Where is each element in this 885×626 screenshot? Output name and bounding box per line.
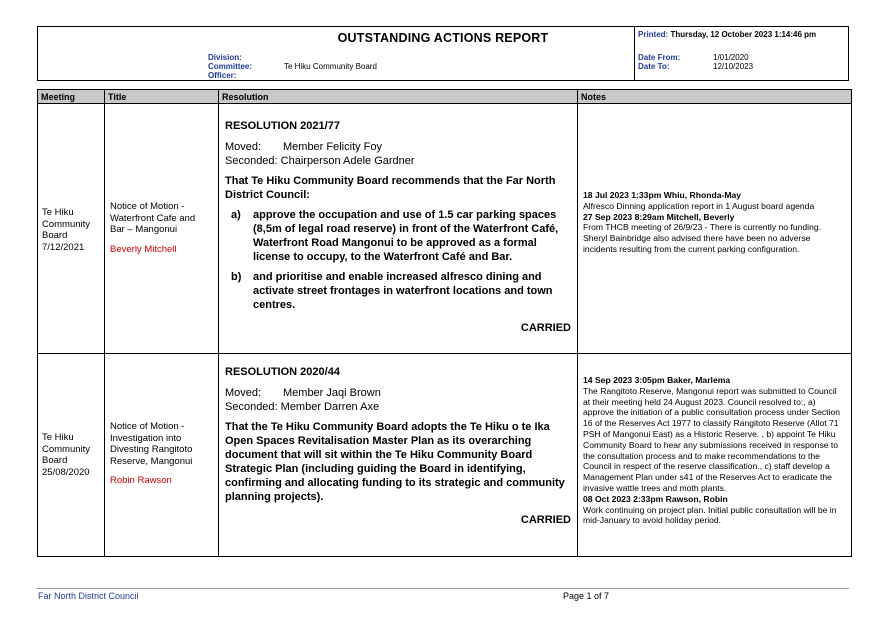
title-line: Waterfront Cafe and xyxy=(110,212,196,224)
meeting-date: 25/08/2020 xyxy=(42,466,90,478)
footer-organisation: Far North District Council xyxy=(38,591,139,601)
meeting-line: Te Hiku xyxy=(42,432,74,443)
note-heading: 18 Jul 2023 1:33pm Whiu, Rhonda-May xyxy=(583,190,742,200)
moved-label: Moved: xyxy=(225,387,262,399)
item-marker: b) xyxy=(231,271,242,283)
moved-label: Moved: xyxy=(225,141,262,153)
meeting-cell xyxy=(38,354,105,557)
item-marker: a) xyxy=(231,209,241,221)
printed-label: Printed: xyxy=(638,30,669,39)
title-line: Reserve, Mangonui xyxy=(110,455,193,467)
header-notes: Notes xyxy=(578,90,852,104)
resolution-title: RESOLUTION 2021/77 xyxy=(225,120,340,132)
division-label: Division: xyxy=(208,53,242,62)
moved-line xyxy=(225,140,571,154)
recommendation: That Te Hiku Community Board recommends that the Far North District Council: xyxy=(225,175,556,201)
page-number: Page 1 of 7 xyxy=(563,591,610,601)
note-text: From THCB meeting of 26/9/23 - There is currently no funding. Sheryl Bainbridge also advised there have been no adverse incidents resulting from the current parking configuration. xyxy=(583,222,822,254)
actions-table xyxy=(37,89,852,557)
table-header-row xyxy=(38,90,852,104)
moved-value: Member Jaqi Brown xyxy=(283,387,381,399)
report-header xyxy=(37,26,849,81)
report-title: OUTSTANDING ACTIONS REPORT xyxy=(337,31,549,45)
printed-value: Thursday, 12 October 2023 1:14:46 pm xyxy=(670,30,817,39)
recommendation: That the Te Hiku Community Board adopts the Te Hiku o te Ika Open Spaces Revitalisation Master Plan as its overarching document that will sit within the Te Hiku Community Board Strategic Plan (including guiding the Board in identifying, confirming and allocating funding to its strategic and community planning projects). xyxy=(225,421,565,503)
moved-value: Member Felicity Foy xyxy=(283,141,383,153)
note-text: Alfresco Dinning application report in 1 August board agenda xyxy=(583,200,815,211)
committee-label: Committee: xyxy=(208,62,253,71)
seconded-line: Seconded: Member Darren Axe xyxy=(225,401,380,413)
note-heading: 27 Sep 2023 8:29am Mitchell, Beverly xyxy=(583,211,735,222)
resolution-item xyxy=(225,208,571,264)
title-line: Notice of Motion - xyxy=(110,201,185,212)
table-row xyxy=(38,354,852,557)
committee-value: Te Hiku Community Board xyxy=(284,62,377,71)
title-cell xyxy=(105,104,219,354)
resolution-cell xyxy=(219,354,578,557)
resolution-cell xyxy=(219,104,578,354)
footer-divider xyxy=(37,588,849,589)
note-heading: 14 Sep 2023 3:05pm Baker, Marlema xyxy=(583,375,731,385)
date-to-value: 12/10/2023 xyxy=(713,62,754,71)
title-line: Notice of Motion - xyxy=(110,421,185,432)
title-line: Bar – Mangonui xyxy=(110,224,178,235)
note-heading: 08 Oct 2023 2:33pm Rawson, Robin xyxy=(583,493,728,504)
header-divider xyxy=(634,27,635,80)
table-row xyxy=(38,104,852,354)
title-line: Divesting Rangitoto xyxy=(110,444,193,455)
print-info xyxy=(638,30,838,40)
meeting-line: Community xyxy=(42,443,91,455)
officer-name: Beverly Mitchell xyxy=(110,243,177,255)
header-meeting: Meeting xyxy=(38,90,105,104)
title-cell xyxy=(105,354,219,557)
meeting-line: Te Hiku xyxy=(42,207,74,218)
meeting-date: 7/12/2021 xyxy=(42,241,85,253)
resolution-item xyxy=(225,270,571,312)
carried-label: CARRIED xyxy=(520,514,571,526)
moved-line xyxy=(225,386,571,400)
note-text: The Rangitoto Reserve, Mangonui report was submitted to Council at their meeting held 24 August 2023. Council resolved to:, a) approve the initiation of a public consultation process under Section 16 of the Reserves Act 1977 to classify Rangitoto Reserve (Allot 71 PSH of Mangonui East) as a Historic Reserve. , b) appoint Te Hiku Community Board to hear any submissions received in response to the consultation process and to make recommendations to the Council in respect of the reserve classification., c) staff develop a Management Plan under s41 of the Reserves Act to eradicate the invasive wattle trees and moth plants. xyxy=(583,385,841,493)
seconded-line: Seconded: Chairperson Adele Gardner xyxy=(225,155,415,167)
officer-label: Officer: xyxy=(208,71,237,80)
meeting-line: Board xyxy=(42,455,68,466)
header-resolution: Resolution xyxy=(219,90,578,104)
date-to-label: Date To: xyxy=(638,62,670,71)
note-text: Work continuing on project plan. Initial public consultation will be in mid-January to avoid holiday period. xyxy=(583,504,837,526)
officer-name: Robin Rawson xyxy=(110,475,172,486)
meeting-cell xyxy=(38,104,105,354)
meeting-line: Board xyxy=(42,230,68,241)
carried-label: CARRIED xyxy=(520,322,571,334)
date-from-label: Date From: xyxy=(638,53,681,62)
item-text: and prioritise and enable increased alfresco dining and activate street frontages in waterfront locations and town centres. xyxy=(253,271,553,311)
resolution-title: RESOLUTION 2020/44 xyxy=(225,366,340,378)
date-from-value: 1/01/2020 xyxy=(713,53,749,62)
title-line: Investigation into xyxy=(110,432,182,444)
item-text: approve the occupation and use of 1.5 car parking spaces (8,5m of legal road reserve) in front of the Waterfront Café, Waterfront Road Mangonui to be approved as a formal license to occupy, to the Waterfront Café and Bar. xyxy=(253,209,559,263)
meeting-line: Community xyxy=(42,218,91,230)
header-title: Title xyxy=(105,90,219,104)
notes-cell xyxy=(578,354,852,557)
notes-cell xyxy=(578,104,852,354)
